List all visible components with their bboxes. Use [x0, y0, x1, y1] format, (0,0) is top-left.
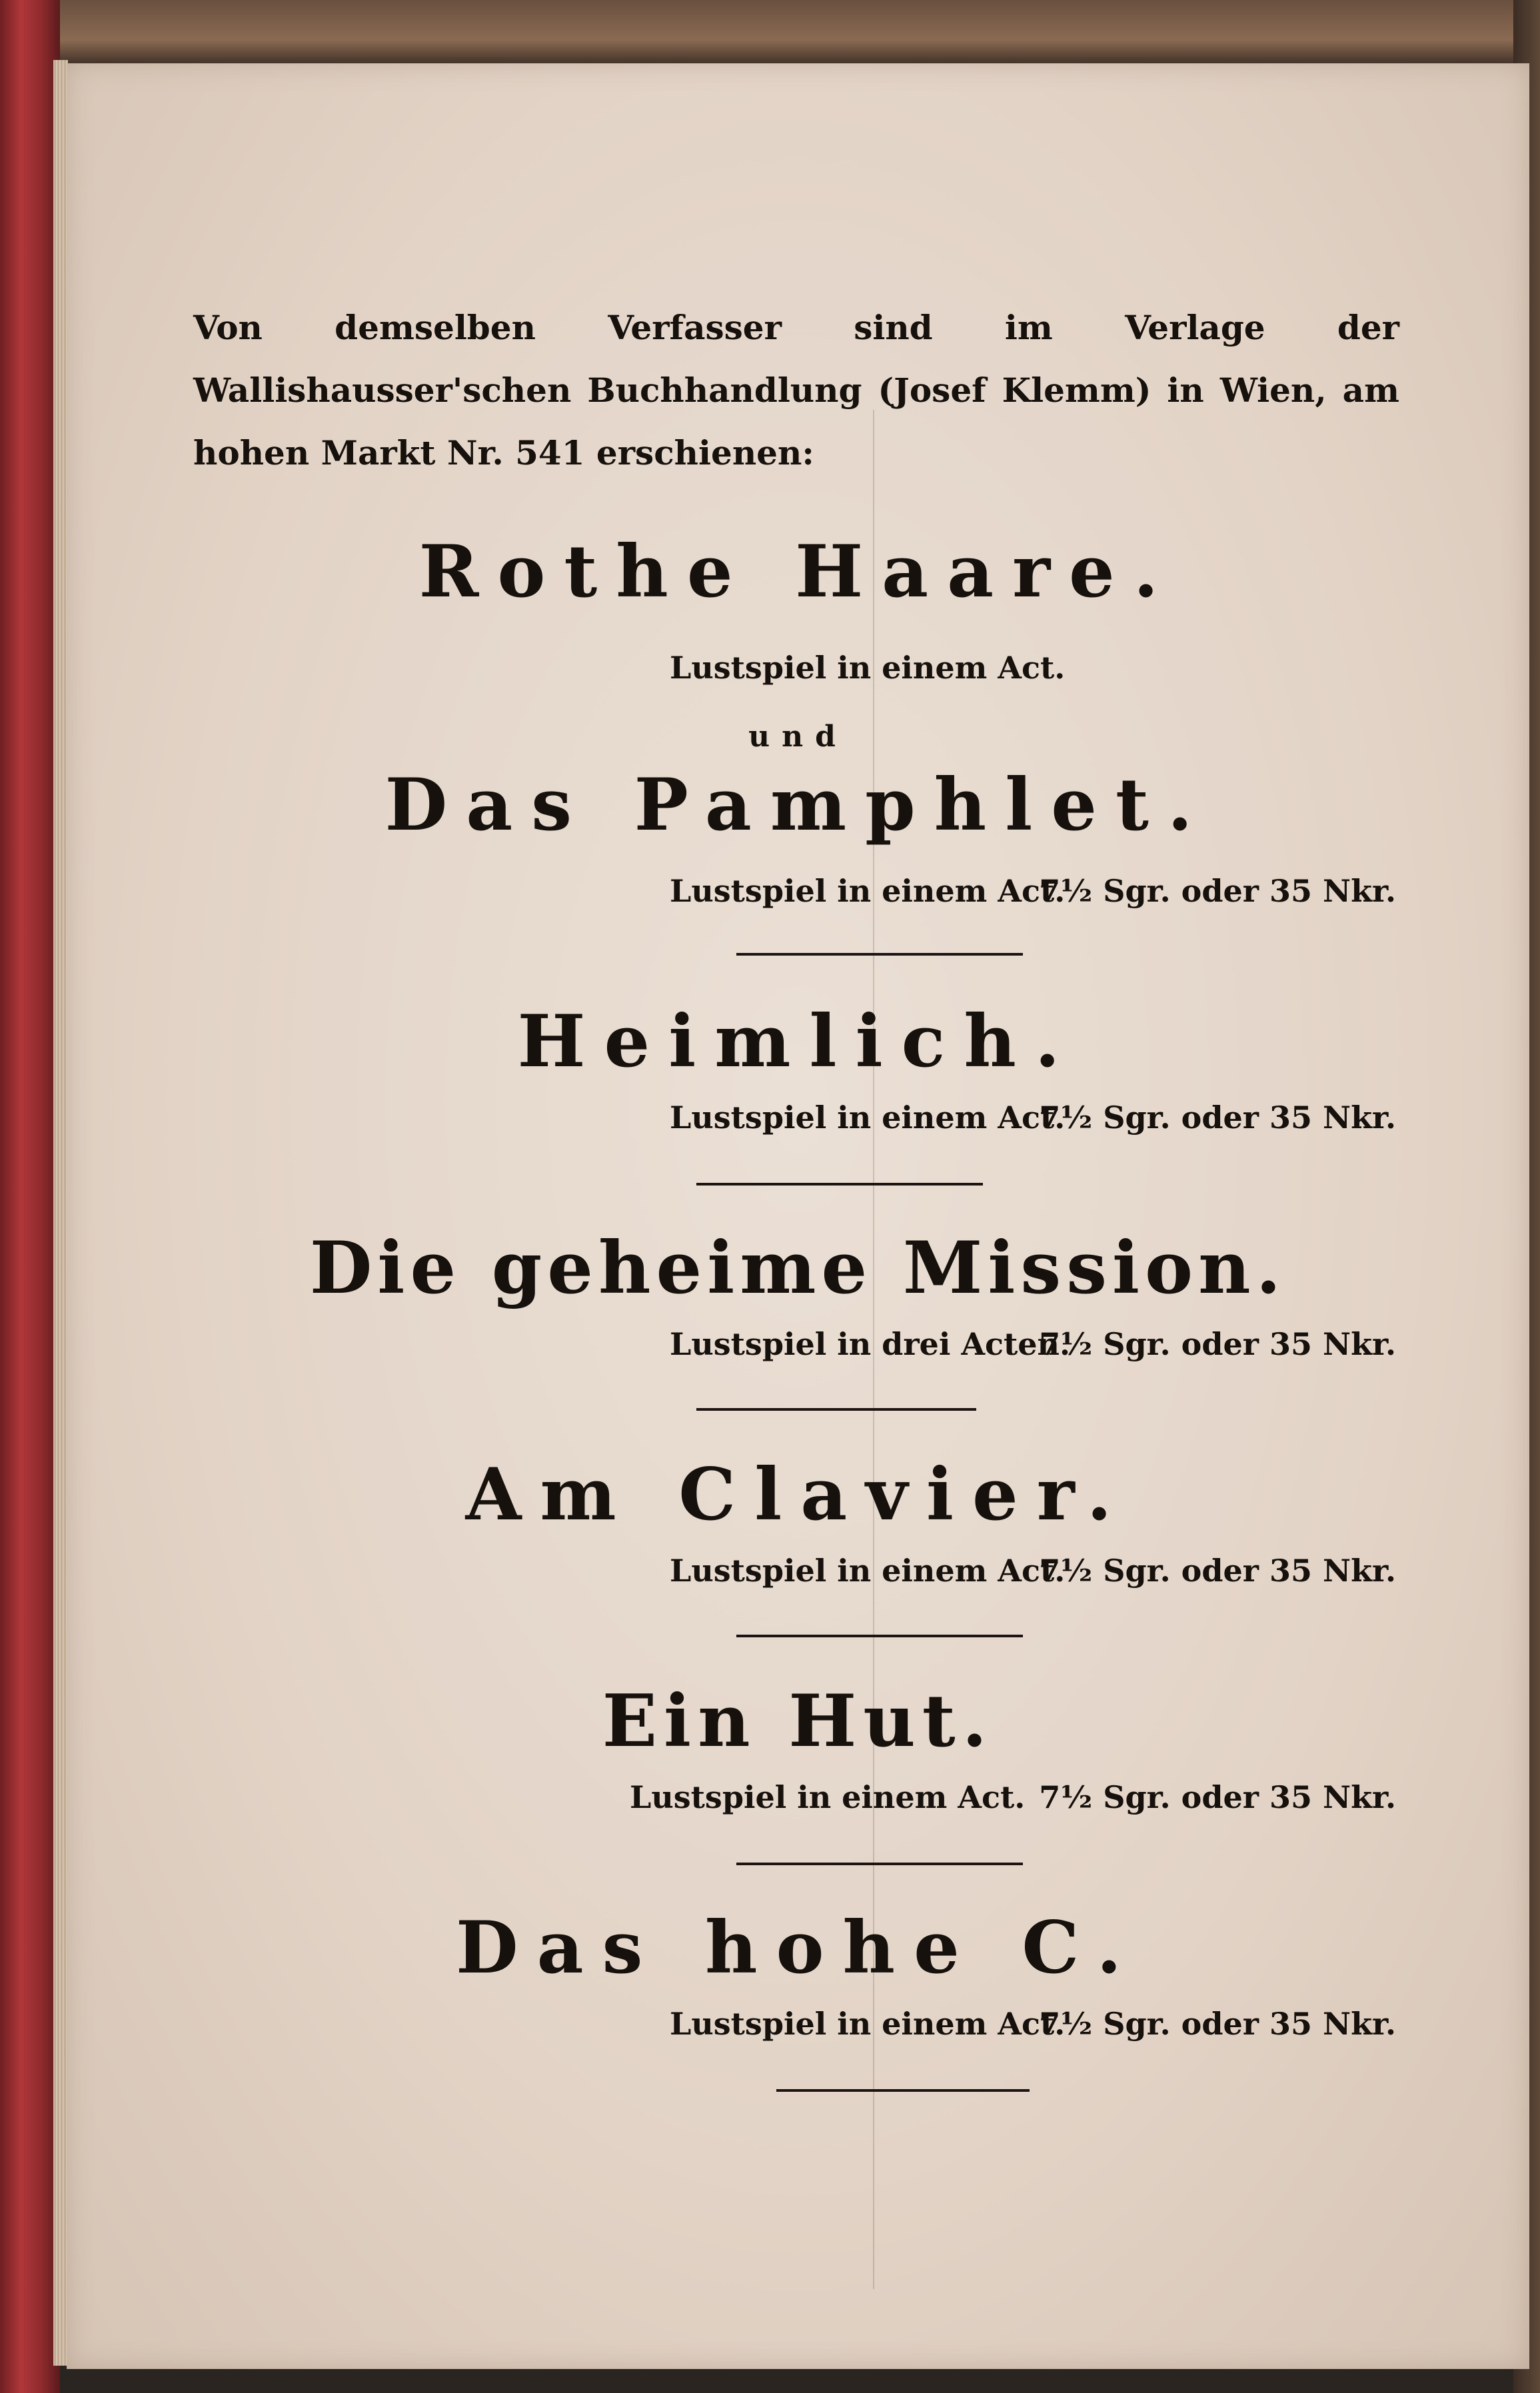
work-title: Am Clavier.: [465, 1453, 1131, 1537]
work-subtitle: Lustspiel in einem Act.: [670, 650, 1066, 686]
separator-rule: [696, 1408, 976, 1411]
publisher-intro: Von demselben Verfasser sind im Verlage der Wallishausser'schen Buchhandlung (Josef Klemm) in Wien, am hohen Markt Nr. 541 erschienen:: [193, 308, 1399, 472]
work-price: 7½ Sgr. oder 35 Nkr.: [1039, 1326, 1396, 1362]
work-subtitle: Lustspiel in einem Act.: [670, 1100, 1066, 1136]
work-subtitle: Lustspiel in einem Act.: [670, 2006, 1066, 2042]
work-price: 7½ Sgr. oder 35 Nkr.: [1039, 1100, 1396, 1136]
work-title: Das hohe C.: [455, 1906, 1141, 1990]
work-title: Rothe Haare.: [418, 530, 1177, 614]
work-price: 7½ Sgr. oder 35 Nkr.: [1039, 873, 1396, 909]
separator-rule: [696, 1183, 983, 1186]
work-title: Das Pamphlet.: [385, 763, 1211, 847]
work-title: Ein Hut.: [602, 1679, 994, 1763]
book-cover-spine: [0, 0, 60, 2393]
page-edges: [53, 60, 68, 2366]
work-title: Heimlich.: [517, 1000, 1079, 1084]
book-page: [67, 63, 1529, 2369]
page-content: [67, 63, 1529, 2369]
work-subtitle: Lustspiel in einem Act.: [670, 1553, 1066, 1589]
separator-rule: [736, 1635, 1023, 1637]
separator-rule: [776, 2089, 1030, 2092]
work-price: 7½ Sgr. oder 35 Nkr.: [1039, 1779, 1396, 1815]
work-price: 7½ Sgr. oder 35 Nkr.: [1039, 2006, 1396, 2042]
work-subtitle: Lustspiel in einem Act.: [670, 873, 1066, 909]
separator-rule: [736, 1863, 1023, 1865]
work-subtitle: Lustspiel in einem Act.: [630, 1779, 1026, 1815]
work-subtitle: Lustspiel in drei Acten.: [670, 1326, 1070, 1362]
work-title: Die geheime Mission.: [309, 1226, 1287, 1310]
work-price: 7½ Sgr. oder 35 Nkr.: [1039, 1553, 1396, 1589]
book-cover-top: [0, 0, 1540, 67]
separator-rule: [736, 953, 1023, 956]
und-connector: und: [748, 720, 848, 754]
